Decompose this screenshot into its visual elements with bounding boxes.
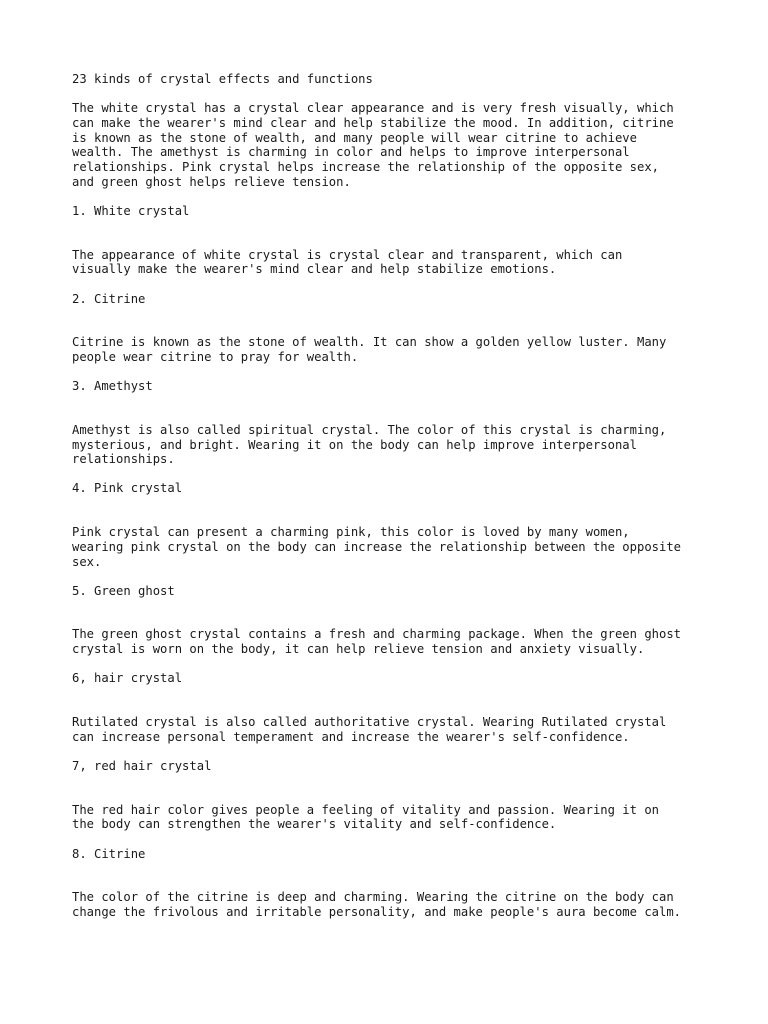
section-body-citrine-2: The color of the citrine is deep and charming. Wearing the citrine on the body can change the frivolous and irritable personality, and make people's aura become calm. [72, 890, 682, 919]
section-heading-citrine: 2. Citrine [72, 291, 146, 306]
section-body-white-crystal: The appearance of white crystal is crystal clear and transparent, which can visually make the wearer's mind clear and help stabilize emotions. [72, 247, 623, 277]
intro-paragraph: The white crystal has a crystal clear appearance and is very fresh visually, which can make the wearer's mind clear and help stabilize the mood. In addition, citrine is known as the stone of wealth, and many people will wear citrine to achieve wealth. The amethyst is charming in color and helps to improve interpersonal relationships. Pink crystal helps increase the relationship of the opposite sex, and green ghost helps relieve tension. [72, 101, 674, 189]
section-body-citrine: Citrine is known as the stone of wealth. It can show a golden yellow luster. Many people wear citrine to pray for wealth. [72, 335, 667, 364]
section-body-green-ghost: The green ghost crystal contains a fresh and charming package. When the green ghost crystal is worn on the body, it can help relieve tension and anxiety visually. [72, 627, 682, 657]
section-body-red-hair-crystal: The red hair color gives people a feeling of vitality and passion. Wearing it on the body can strengthen the wearer's vitality and self-confidence. [72, 802, 659, 832]
section-body-amethyst: Amethyst is also called spiritual crystal. The color of this crystal is charming, mysterious, and bright. Wearing it on the body can help improve interpersonal relationships. [72, 422, 667, 467]
section-body-hair-crystal: Rutilated crystal is also called authoritative crystal. Wearing Rutilated crystal can increase personal temperament and increase the wearer's self-confidence. [72, 715, 667, 744]
section-heading-white-crystal: 1. White crystal [72, 203, 190, 218]
section-heading-hair-crystal: 6, hair crystal [72, 671, 183, 686]
section-body-pink-crystal: Pink crystal can present a charming pink, this color is loved by many women, wearing pink crystal on the body can increase the relationship between the opposite sex. [72, 525, 682, 569]
section-heading-pink-crystal: 4. Pink crystal [72, 481, 183, 496]
section-heading-green-ghost: 5. Green ghost [72, 583, 175, 598]
section-heading-red-hair-crystal: 7, red hair crystal [72, 758, 212, 773]
section-heading-amethyst: 3. Amethyst [72, 379, 153, 394]
document-body [72, 72, 712, 934]
document-title: 23 kinds of crystal effects and functions [72, 72, 373, 86]
section-heading-citrine-2: 8. Citrine [72, 846, 146, 861]
